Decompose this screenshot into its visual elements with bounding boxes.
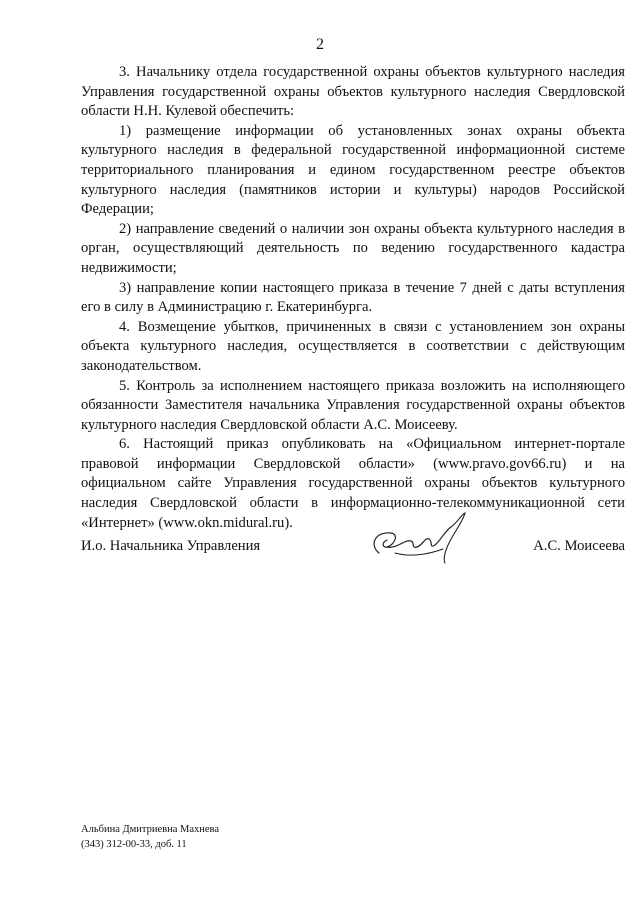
contact-block xyxy=(81,822,219,852)
paragraph-item-3: 3. Начальнику отдела государственной охраны объектов культурного наследия Управления государственной охраны объектов культурного наследия Свердловской области Н.Н. Кулевой обеспечить: xyxy=(81,64,625,120)
paragraph-item-5: 5. Контроль за исполнением настоящего приказа возложить на исполняющего обязанности Заместителя начальника Управления государственной охраны объектов культурного наследия Свердловской области А.С. Моисееву. xyxy=(81,377,625,433)
paragraph-subitem-2: 2) направление сведений о наличии зон охраны объекта культурного наследия в орган, осуществляющий деятельность по ведению государственного кадастра недвижимости; xyxy=(81,220,625,276)
contact-person: Альбина Дмитриевна Махнева xyxy=(81,824,220,835)
paragraph-item-6: 6. Настоящий приказ опубликовать на «Официальном интернет-портале правовой информации Свердловской области» (www.pravo.gov66.ru) и на официальном сайте Управления государственной охраны объектов культурного наследия Свердловской области в информационно-телекоммуникационной сети «Интернет» (www.okn.midural.ru). xyxy=(81,436,625,531)
signature-block xyxy=(81,538,625,558)
paragraph-item-4: 4. Возмещение убытков, причиненных в связи с установлением зон охраны объекта культурного наследия, осуществляется в соответствии с действующим законодательством. xyxy=(81,318,625,374)
contact-phone: (343) 312-00-33, доб. 11 xyxy=(81,839,187,850)
paragraph-subitem-1: 1) размещение информации об установленных зонах охраны объекта культурного наследия в федеральной государственной информационной системе территориального планирования и едином государственном реестре объектов культурного наследия (памятников истории и культуры) народов Российской Федерации; xyxy=(81,122,625,218)
signatory-name: А.С. Моисеева xyxy=(533,538,625,554)
page-number: 2 xyxy=(316,36,324,53)
signatory-title: И.о. Начальника Управления xyxy=(81,538,261,554)
paragraph-subitem-3: 3) направление копии настоящего приказа в течение 7 дней с даты вступления его в силу в Администрацию г. Екатеринбурга. xyxy=(81,279,625,316)
document-body xyxy=(81,63,625,533)
